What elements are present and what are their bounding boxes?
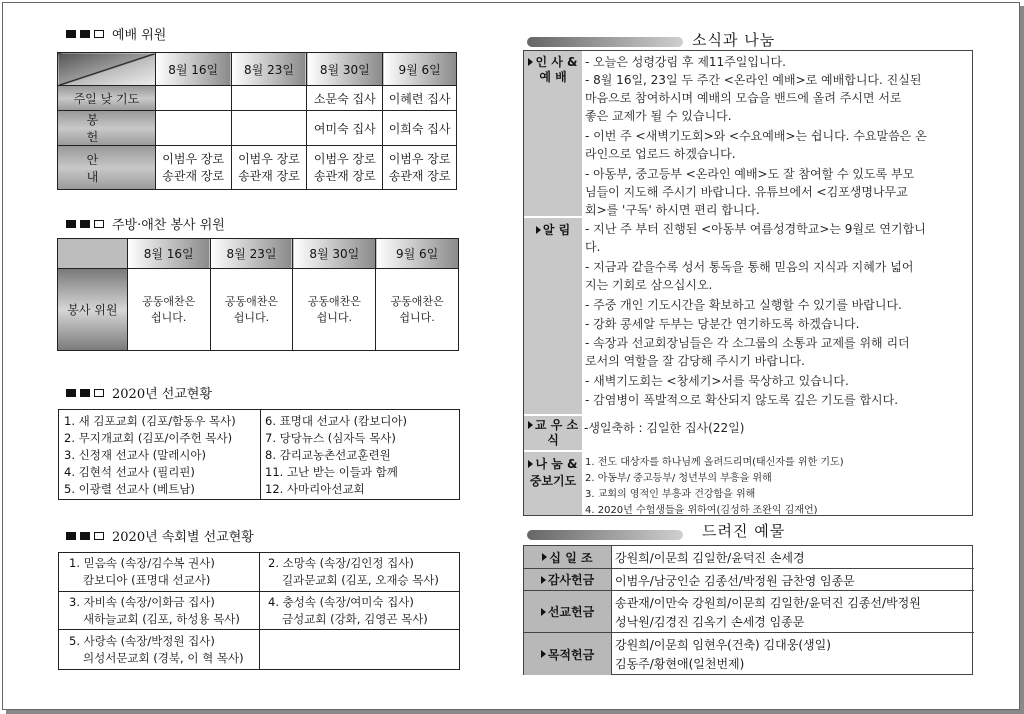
worship-cell: [231, 86, 307, 111]
mission-item: 3. 신정재 선교사 (말레시아): [64, 448, 207, 462]
worship-cell: 이범우 장로 송관재 장로: [155, 146, 231, 190]
offering-label: [524, 591, 612, 632]
square-bullet-icon: [66, 30, 76, 38]
mission-divider: [260, 410, 261, 499]
news-side-greeting: [524, 51, 582, 216]
news-label: 알 림: [542, 223, 571, 237]
news-line: - 오늘은 성령강림 후 제11주일입니다.: [585, 55, 786, 69]
worship-cell: 소문숙 집사: [307, 86, 383, 111]
news-line: - 감염병이 폭발적으로 확산되지 않도록 깊은 기도를 합시다.: [585, 393, 899, 407]
news-line: - 강화 콩세알 두부는 당분간 연기하도록 하겠습니다.: [585, 317, 860, 331]
worship-cell: 이범우 장로 송관재 장로: [231, 146, 307, 190]
kitchen-table: [57, 238, 459, 351]
assoc-target: 길과문교회 (김포, 오재승 목사): [282, 573, 439, 587]
mission-item: 2. 무지개교회 (김포/이주헌 목사): [64, 431, 233, 445]
square-bullet-icon: [66, 532, 76, 540]
assoc-cell: [59, 553, 260, 592]
news-label: 교 우 소 식: [534, 418, 579, 447]
offering-names: 성낙원/김경진 김옥기 손세경 임종문: [615, 615, 805, 629]
offering-box: [523, 545, 973, 675]
worship-cell: [231, 111, 307, 146]
mission-item: 11. 고난 받는 이들과 함께: [265, 465, 398, 479]
offering-title-bar: [527, 530, 683, 540]
worship-cell: 이희숙 집사: [383, 111, 457, 146]
offering-names: 김동주/황현애(일천번제): [615, 657, 745, 671]
date-header: 8월 23일: [231, 53, 307, 86]
news-title-bar: [527, 37, 683, 47]
worship-cell: 이범우 장로 송관재 장로: [307, 146, 383, 190]
offering-label: [524, 569, 612, 590]
news-line: - 지난 주 부터 진행된 <아동부 여름성경학교>는 9월로 연기합니: [585, 222, 926, 236]
offering-names: 강원희/이문희 임현우(건축) 김대웅(생일): [615, 638, 831, 652]
date-header: 8월 16일: [127, 239, 210, 269]
news-line: 마음으로 참여하시며 예배의 모습을 밴드에 올려 주시면 서로: [585, 91, 902, 105]
offering-names: 송관재/이만숙 강원희/이문희 김일한/윤덕진 김종선/박정원: [615, 596, 921, 610]
worship-cell: [155, 111, 231, 146]
news-line: 로서의 역할을 잘 감당해 주시기 바랍니다.: [585, 354, 805, 368]
worship-table: [57, 52, 457, 190]
assoc-target: 의성서문교회 (경북, 이 혁 목사): [83, 650, 244, 665]
kitchen-cell: 공동애찬은 쉽니다.: [293, 269, 376, 351]
square-bullet-icon: [80, 220, 90, 228]
news-line: 1. 전도 대상자를 하나님께 올려드리며(태신자를 위한 기도): [585, 457, 844, 468]
news-line: - 주중 개인 기도시간을 확보하고 실행할 수 있기를 바랍니다.: [585, 298, 902, 312]
mission-item: 6. 표명대 선교사 (캄보디아): [265, 414, 408, 428]
square-outline-icon: [94, 30, 104, 38]
news-side-members: [524, 416, 582, 450]
news-line: - 속장과 선교회장님들은 각 소그룹의 소통과 교제를 위해 리더: [585, 336, 910, 350]
assoc-target: 캄보디아 (표명대 선교사): [83, 573, 211, 587]
square-outline-icon: [94, 532, 104, 540]
news-line: - 8월 16일, 23일 두 주간 <온라인 예배>로 예배합니다. 진실된: [585, 73, 922, 87]
worship-cell: 여미숙 집사: [307, 111, 383, 146]
kitchen-cell: 공동애찬은 쉽니다.: [376, 269, 459, 351]
row-label-offering: 봉 헌: [58, 111, 156, 146]
offering-row: [524, 632, 974, 675]
mission-item: 4. 김현석 선교사 (필리핀): [64, 465, 195, 479]
triangle-icon: [528, 421, 533, 429]
assoc-group: 2. 소망속 (속장/김인정 집사): [268, 556, 414, 570]
triangle-icon: [536, 226, 541, 234]
news-side-notice: [524, 218, 582, 414]
news-line: 다.: [585, 240, 601, 254]
triangle-icon: [528, 58, 533, 66]
date-header: 8월 30일: [307, 53, 383, 86]
assoc-section-title: [66, 526, 254, 545]
news-box: [523, 50, 973, 516]
offering-label: [524, 633, 612, 675]
assoc-group: 5. 사랑속 (속장/박정원 집사): [69, 633, 215, 648]
news-line: 3. 교회의 영적인 부흥과 건강함을 위해: [585, 489, 756, 500]
offering-label-text: 선교헌금: [547, 605, 595, 619]
mission-box: [58, 409, 460, 500]
square-bullet-icon: [80, 30, 90, 38]
date-header: 8월 30일: [293, 239, 376, 269]
offering-label-text: 목적헌금: [547, 647, 595, 662]
news-line: 라인으로 업로드 하겠습니다.: [585, 147, 736, 161]
assoc-cell: [260, 592, 460, 630]
news-line: 좋은 교제가 될 수 있습니다.: [585, 109, 732, 123]
worship-cell: 이범우 장로 송관재 장로: [383, 146, 457, 190]
triangle-icon: [542, 553, 547, 561]
mission-section-title: [66, 383, 212, 402]
assoc-target: 금성교회 (강화, 김영곤 목사): [282, 611, 428, 626]
date-header: 8월 16일: [155, 53, 231, 86]
mission-item: 7. 당당뉴스 (심자득 목사): [265, 431, 396, 445]
news-label: 인 사 & 예 배: [535, 55, 578, 84]
mission-item: 12. 사마리아선교회: [265, 482, 365, 496]
kitchen-title: 주방·애찬 봉사 위원: [112, 218, 225, 233]
date-header: 8월 23일: [210, 239, 293, 269]
assoc-title: 2020년 속회별 선교현황: [112, 530, 254, 545]
mission-title: 2020년 선교현황: [112, 387, 213, 402]
news-line: - 이번 주 <새벽기도회>와 <수요예배>는 쉽니다. 수요말씀은 온: [585, 129, 927, 143]
offering-label-text: 십 일 조: [549, 550, 593, 565]
row-label-usher: 안 내: [58, 146, 156, 190]
news-side-prayer: [524, 452, 582, 515]
assoc-table: [58, 552, 460, 670]
square-bullet-icon: [80, 532, 90, 540]
kitchen-section-title: [66, 214, 225, 233]
date-header: 9월 6일: [383, 53, 457, 86]
triangle-icon: [541, 576, 546, 584]
square-outline-icon: [94, 220, 104, 228]
news-line: - 새벽기도회는 <창세기>서를 묵상하고 있습니다.: [585, 374, 849, 388]
offering-row: [524, 546, 974, 568]
news-line: 지는 기회로 삼으십시오.: [585, 278, 713, 292]
kitchen-corner-cell: [58, 239, 128, 269]
square-bullet-icon: [80, 389, 90, 397]
square-bullet-icon: [66, 220, 76, 228]
date-header: 9월 6일: [376, 239, 459, 269]
offering-label-text: 감사헌금: [547, 573, 595, 587]
assoc-cell: [59, 630, 260, 670]
news-line: - 아동부, 중고등부 <온라인 예배>도 잘 참여할 수 있도록 부모: [585, 167, 915, 181]
offering-names: 이범우/남궁인순 김종선/박정원 금찬영 임종문: [615, 574, 855, 588]
diagonal-header-cell: [58, 53, 156, 86]
news-line: 님들이 지도해 주시기 바랍니다. 유튜브에서 <김포생명나무교: [585, 185, 908, 199]
news-line: 4. 2020년 수험생들을 위하여(김성하 조완익 김재언): [585, 505, 818, 516]
assoc-empty-cell: [260, 630, 460, 670]
worship-title: 예배 위원: [112, 28, 167, 43]
offering-label: [524, 546, 612, 568]
news-title: 소식과 나눔: [692, 31, 776, 49]
mission-item: 5. 이광렬 선교사 (베트남): [64, 482, 195, 496]
row-label-prayer: 주일 낮 기도: [58, 86, 156, 111]
worship-cell: [155, 86, 231, 111]
assoc-target: 새하늘교회 (김포, 하성용 목사): [83, 611, 240, 626]
news-line: 2. 아동부/ 중고등부/ 청년부의 부흥을 위해: [585, 473, 772, 484]
kitchen-cell: 공동애찬은 쉽니다.: [210, 269, 293, 351]
offering-title: 드려진 예물: [702, 522, 786, 540]
news-label: 나 눔 & 중보기도: [529, 457, 578, 488]
news-line: - 지금과 같을수록 성서 통독을 통해 믿음의 지식과 지혜가 넓어: [585, 260, 914, 274]
offering-row: [524, 590, 974, 632]
square-bullet-icon: [66, 389, 76, 397]
offering-names: 강원희/이문희 김일한/윤덕진 손세경: [615, 551, 805, 565]
row-label-service: 봉사 위원: [58, 269, 128, 351]
mission-item: 8. 감리교농촌선교훈련원: [265, 448, 391, 462]
assoc-group: 1. 믿음속 (속장/김수복 권사): [69, 556, 215, 570]
worship-cell: 이혜련 집사: [383, 86, 457, 111]
mission-item: 1. 새 김포교회 (김포/함동우 목사): [64, 414, 236, 428]
assoc-cell: [260, 553, 460, 592]
assoc-group: 3. 자비속 (속장/이화금 집사): [69, 594, 215, 609]
triangle-icon: [528, 460, 533, 468]
assoc-group: 4. 충성속 (속장/여미숙 집사): [268, 594, 414, 609]
assoc-cell: [59, 592, 260, 630]
triangle-icon: [541, 650, 546, 658]
worship-section-title: [66, 24, 166, 43]
news-line: 회>를 '구독' 하시면 편리 합니다.: [585, 203, 760, 217]
kitchen-cell: 공동애찬은 쉽니다.: [127, 269, 210, 351]
news-line: -생일축하 : 김일한 집사(22일): [584, 421, 745, 435]
triangle-icon: [541, 608, 546, 616]
square-outline-icon: [94, 389, 104, 397]
offering-row: [524, 568, 974, 590]
